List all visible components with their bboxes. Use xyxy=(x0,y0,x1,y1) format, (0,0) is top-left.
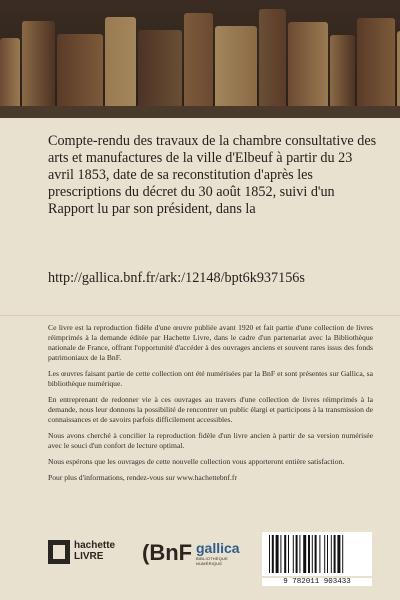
hachette-mark-icon xyxy=(48,540,70,564)
hachette-logo xyxy=(48,537,118,567)
book-spine xyxy=(215,26,257,108)
shelf-edge xyxy=(0,106,400,118)
gallica-subtitle: BIBLIOTHÈQUE NUMÉRIQUE xyxy=(196,556,228,566)
barcode-bar xyxy=(319,535,320,573)
barcode-bar xyxy=(342,535,343,573)
barcode-bar xyxy=(284,535,286,573)
barcode-bar xyxy=(337,535,340,573)
barcode-bar xyxy=(296,535,298,573)
barcode-bar xyxy=(315,535,317,573)
description-paragraph: Nous avons cherché à concilier la reproduction fidèle d'un livre ancien à partir de sa version numérisée avec le souci d'un confort de lecture optimal. xyxy=(48,431,373,450)
book-spine xyxy=(184,13,213,108)
barcode-bar xyxy=(269,535,270,573)
barcode-bar xyxy=(272,535,274,573)
barcode-bar xyxy=(280,535,281,573)
barcode-bar xyxy=(299,535,300,573)
book-spine xyxy=(57,34,103,108)
book-spine xyxy=(259,9,286,108)
description-paragraph: Ce livre est la reproduction fidèle d'une œuvre publiée avant 1920 et fait partie d'une collection de livres réimprimés à la demande éditée par Hachette Livre, dans le cadre d'un partenariat avec la Bibliothèque nationale de France, offrant l'opportunité d'accéder à des ouvrages anciens et souvent rares issus des fonds patrimoniaux de la BnF. xyxy=(48,323,373,362)
barcode-bar xyxy=(312,535,313,573)
description-paragraph: Les œuvres faisant partie de cette collection ont été numérisées par la BnF et sont présentes sur Gallica, sa bibliothèque numérique. xyxy=(48,369,373,388)
gallica-logo xyxy=(196,540,240,572)
barcode-bar xyxy=(327,535,328,573)
barcode-bar xyxy=(276,535,279,573)
barcode-bar xyxy=(334,535,336,573)
book-spine xyxy=(0,38,20,108)
barcode-bars-icon xyxy=(269,535,365,573)
book-spine xyxy=(22,21,55,108)
barcode-bar xyxy=(308,535,310,573)
book-title: Compte-rendu des travaux de la chambre consultative des arts et manufactures de la ville d'Elbeuf à partir du 23 avril 1853, date de sa reconstitution d'après les prescriptions du décret du 30 août 1852, suivi d'un Rapport lu par son président, dans la xyxy=(48,133,377,217)
hachette-wordmark: hachette LIVRE xyxy=(74,540,116,562)
book-spine xyxy=(288,22,328,108)
isbn-number: 9 782011 903433 xyxy=(262,578,372,586)
gallica-url[interactable]: http://gallica.bnf.fr/ark:/12148/bpt6k937156s xyxy=(48,270,305,286)
bnf-logo: (BnF xyxy=(142,540,193,565)
book-spine xyxy=(105,17,136,108)
book-spine xyxy=(330,35,355,108)
description-paragraph: Nous espérons que les ouvrages de cette nouvelle collection vous apporteront entière satisfaction. xyxy=(48,457,345,466)
bookshelf-photo xyxy=(0,0,400,118)
barcode-bar xyxy=(293,535,294,573)
book-spine xyxy=(138,30,182,108)
barcode-bar xyxy=(324,535,325,573)
book-spine xyxy=(357,18,395,108)
description-paragraph: Pour plus d'informations, rendez-vous sur www.hachettebnf.fr xyxy=(48,473,237,482)
barcode-bar xyxy=(288,535,289,573)
description-text xyxy=(48,323,373,489)
barcode-bar xyxy=(303,535,306,573)
barcode-bar xyxy=(331,535,332,573)
divider xyxy=(0,315,400,316)
description-paragraph: En entreprenant de redonner vie à ces ouvrages au travers d'une collection de livres réimprimés à la demande, nous leur donnons la possibilité de rencontrer un public élargi et participons à la transmission de connaissances et de savoirs parfois difficilement accessibles. xyxy=(48,395,373,424)
gallica-wordmark: gallica xyxy=(196,540,240,556)
isbn-barcode xyxy=(262,532,372,576)
